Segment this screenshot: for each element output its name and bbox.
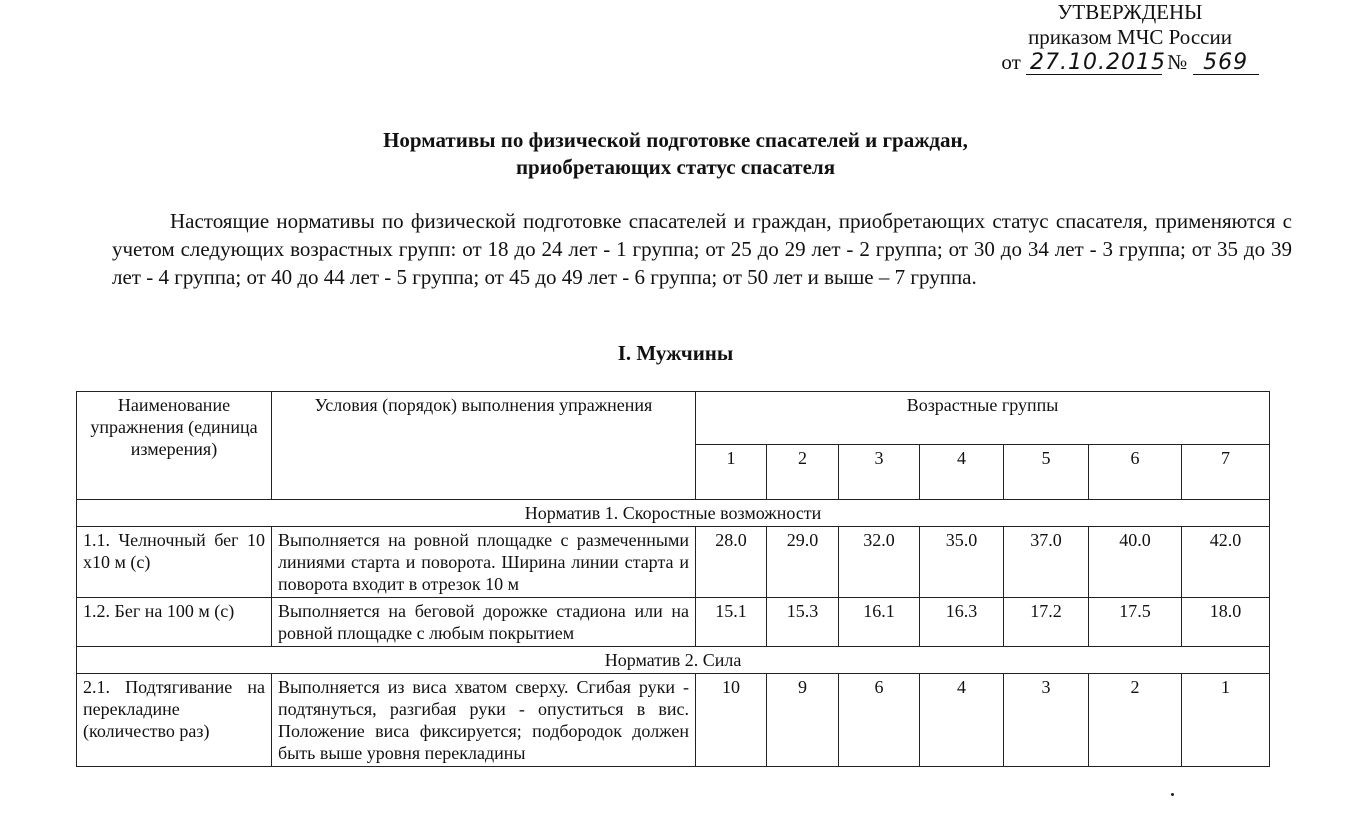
- approval-date: 27.10.2015: [1026, 52, 1162, 75]
- header-exercise-name: Наименование упражнения (единица измерения): [77, 392, 272, 500]
- norm-value: 16.3: [920, 598, 1004, 647]
- section-title: I. Мужчины: [617, 341, 734, 365]
- group-number: 7: [1182, 445, 1270, 500]
- norm2-title: Норматив 2. Сила: [77, 647, 1270, 674]
- norm-value: 9: [767, 674, 839, 767]
- norm-value: 3: [1004, 674, 1089, 767]
- exercise-conditions: Выполняется на беговой дорожке стадиона или на ровной площадке с любым покрытием: [272, 598, 696, 647]
- exercise-conditions: Выполняется из виса хватом сверху. Сгибая руки - подтянуться, разгибая руки - опуститься в вис. Положение виса фиксируется; подбородок должен быть выше уровня перекладины: [272, 674, 696, 767]
- group-number: 3: [839, 445, 920, 500]
- document-title-line2: приобретающих статус спасателя: [515, 155, 836, 179]
- norm-value: 18.0: [1182, 598, 1270, 647]
- norm-value: 29.0: [767, 527, 839, 598]
- table-header-row: [77, 392, 1270, 445]
- norm-value: 10: [696, 674, 767, 767]
- norm-value: 35.0: [920, 527, 1004, 598]
- norm1-title: Норматив 1. Скоростные возможности: [77, 500, 1270, 527]
- norm-value: 6: [839, 674, 920, 767]
- group-number: 4: [920, 445, 1004, 500]
- group-number: 1: [696, 445, 767, 500]
- exercise-conditions: Выполняется на ровной площадке с размеченными линиями старта и поворота. Ширина линии старта и поворота входит в отрезок 10 м: [272, 527, 696, 598]
- exercise-name: 2.1. Подтягивание на перекладине (количество раз): [77, 674, 272, 767]
- approval-date-line: [990, 50, 1270, 75]
- approval-stamp: [990, 0, 1270, 75]
- group-number: 5: [1004, 445, 1089, 500]
- norm-value: 40.0: [1089, 527, 1182, 598]
- approval-order: приказом МЧС России: [1028, 25, 1232, 49]
- approval-from-label: от: [1001, 50, 1021, 74]
- norm-value: 15.3: [767, 598, 839, 647]
- approval-heading: УТВЕРЖДЕНЫ: [1057, 0, 1203, 24]
- approval-number-label: №: [1167, 50, 1188, 74]
- norm-value: 2: [1089, 674, 1182, 767]
- group-number: 2: [767, 445, 839, 500]
- norm2-section-row: [77, 647, 1270, 674]
- scan-dot-mark: [1171, 793, 1174, 796]
- norm-value: 32.0: [839, 527, 920, 598]
- group-number: 6: [1089, 445, 1182, 500]
- norm-value: 15.1: [696, 598, 767, 647]
- table-row: [77, 598, 1270, 647]
- norm-value: 17.5: [1089, 598, 1182, 647]
- header-conditions: Условия (порядок) выполнения упражнения: [272, 392, 696, 500]
- table-row: [77, 674, 1270, 767]
- intro-paragraph: Настоящие нормативы по физической подготовке спасателей и граждан, приобретающих статус спасателя, применяются с учетом следующих возрастных групп: от 18 до 24 лет - 1 группа; от 25 до 29 лет - 2 группа; от 30 до 34 лет - 3 группа; от 35 до 39 лет - 4 группа; от 40 до 44 лет - 5 группа; от 45 до 49 лет - 6 группа; от 50 лет и выше – 7 группа.: [112, 209, 1292, 289]
- norm-value: 42.0: [1182, 527, 1270, 598]
- norm-value: 17.2: [1004, 598, 1089, 647]
- norm-value: 4: [920, 674, 1004, 767]
- header-age-groups: Возрастные группы: [696, 392, 1270, 445]
- norm-value: 1: [1182, 674, 1270, 767]
- norm1-section-row: [77, 500, 1270, 527]
- norm-value: 16.1: [839, 598, 920, 647]
- norm-value: 37.0: [1004, 527, 1089, 598]
- norm-value: 28.0: [696, 527, 767, 598]
- norms-table: [76, 391, 1270, 767]
- document-title-line1: Нормативы по физической подготовке спасателей и граждан,: [383, 128, 968, 152]
- document-title: [0, 127, 1351, 181]
- exercise-name: 1.1. Челночный бег 10 х10 м (с): [77, 527, 272, 598]
- approval-number: 569: [1193, 52, 1259, 75]
- table-row: [77, 527, 1270, 598]
- exercise-name: 1.2. Бег на 100 м (с): [77, 598, 272, 647]
